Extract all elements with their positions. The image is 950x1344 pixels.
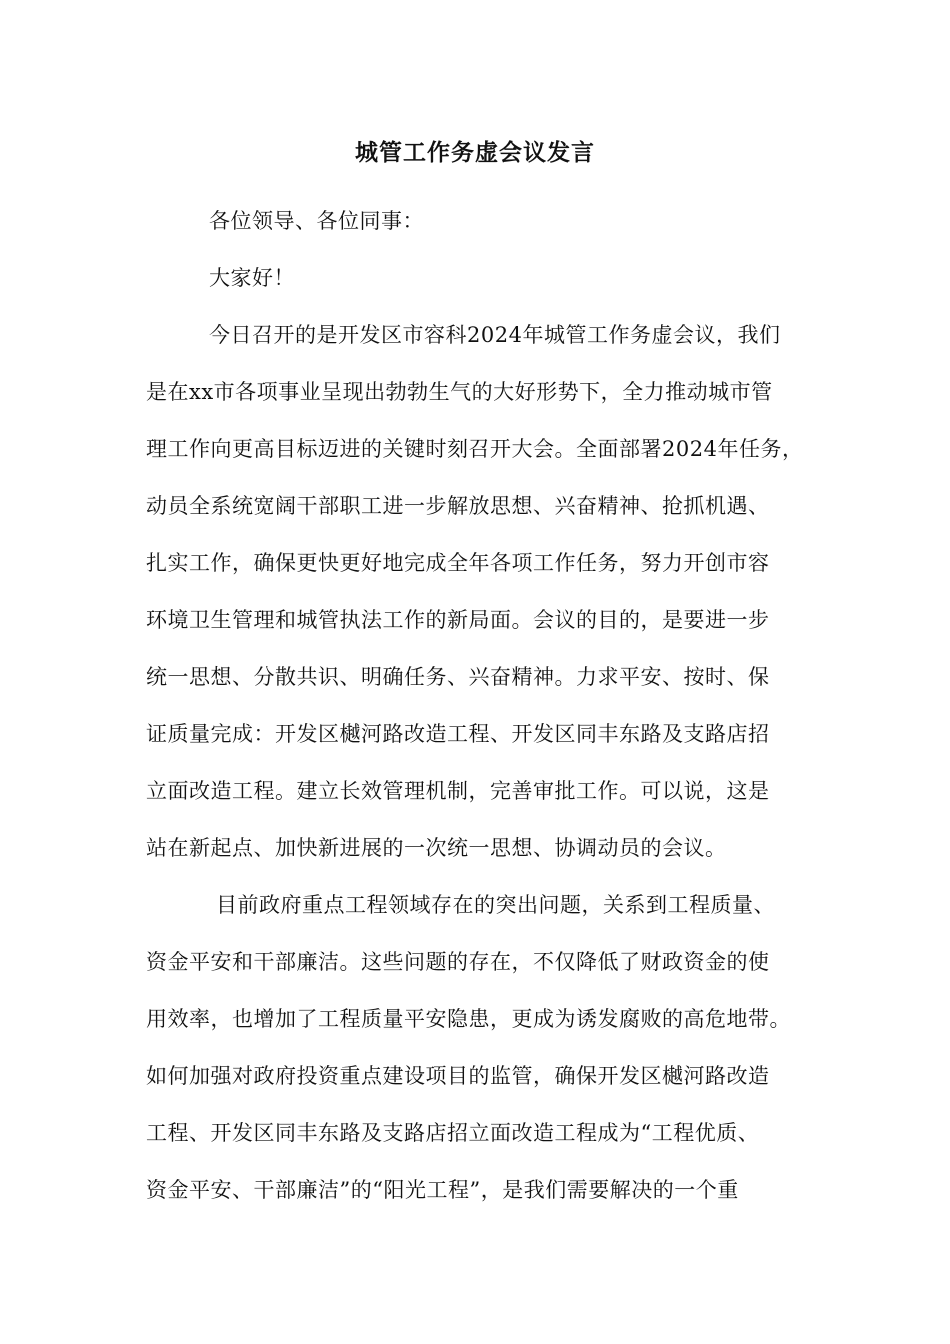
paragraph2-line-3: 用效率，也增加了工程质量平安隐患，更成为诱发腐败的高危地带。 <box>146 1007 791 1031</box>
paragraph1-line-9: 立面改造工程。建立长效管理机制，完善审批工作。可以说，这是 <box>146 779 770 803</box>
document-title: 城管工作务虚会议发言 <box>355 139 595 166</box>
paragraph1-line-3: 理工作向更高目标迈进的关键时刻召开大会。全面部署2024年任务， <box>146 437 804 461</box>
paragraph2-line-4: 如何加强对政府投资重点建设项目的监管，确保开发区樾河路改造 <box>146 1064 770 1088</box>
salutation-line: 大家好！ <box>209 266 295 290</box>
paragraph1-line-1: 今日召开的是开发区市容科2024年城管工作务虚会议，我们 <box>209 323 781 347</box>
paragraph1-line-10: 站在新起点、加快新进展的一次统一思想、协调动员的会议。 <box>146 836 727 860</box>
paragraph2-line-1: 目前政府重点工程领域存在的突出问题，关系到工程质量、 <box>216 893 775 917</box>
paragraph1-line-7: 统一思想、分散共识、明确任务、兴奋精神。力求平安、按时、保 <box>146 665 770 689</box>
paragraph1-line-5: 扎实工作，确保更快更好地完成全年各项工作任务，努力开创市容 <box>146 551 770 575</box>
paragraph1-line-4: 动员全系统宽阔干部职工进一步解放思想、兴奋精神、抢抓机遇、 <box>146 494 770 518</box>
paragraph2-line-2: 资金平安和干部廉洁。这些问题的存在，不仅降低了财政资金的使 <box>146 950 770 974</box>
paragraph2-line-5: 工程、开发区同丰东路及支路店招立面改造工程成为“工程优质、 <box>146 1121 760 1145</box>
paragraph2-line-6: 资金平安、干部廉洁”的“阳光工程”，是我们需要解决的一个重 <box>146 1178 739 1202</box>
paragraph1-line-8: 证质量完成：开发区樾河路改造工程、开发区同丰东路及支路店招 <box>146 722 770 746</box>
paragraph1-line-6: 环境卫生管理和城管执法工作的新局面。会议的目的，是要进一步 <box>146 608 770 632</box>
paragraph1-line-2: 是在xx市各项事业呈现出勃勃生气的大好形势下，全力推动城市管 <box>146 380 773 404</box>
greeting-line: 各位领导、各位同事： <box>209 209 424 233</box>
